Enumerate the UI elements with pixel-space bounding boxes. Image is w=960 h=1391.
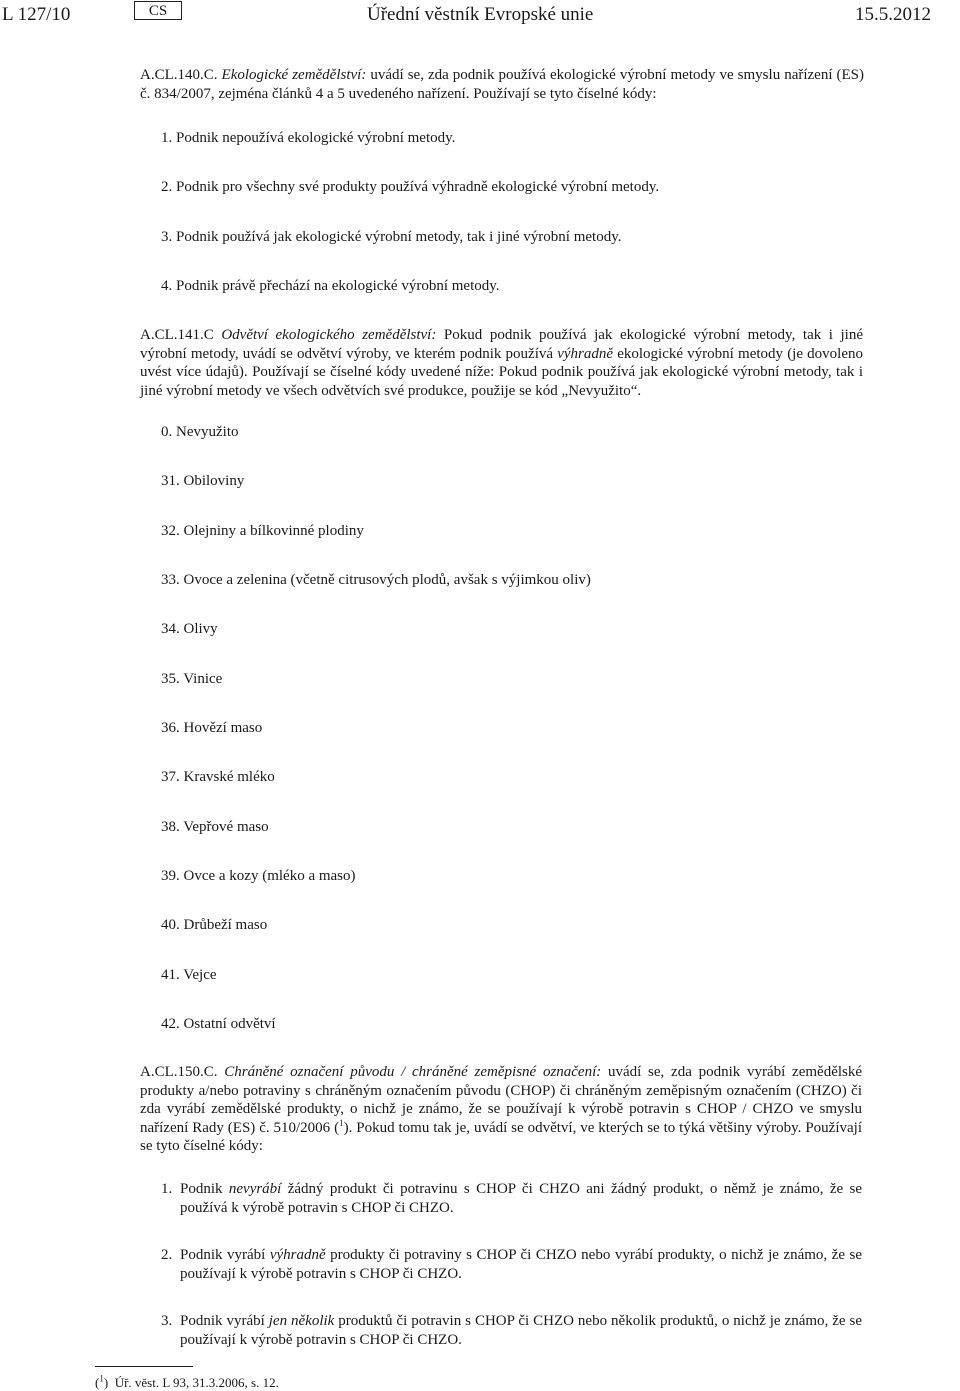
section-text: ekologické výrobní metody (je dovoleno uvést více údajů). Používají se číselné kódy uvedené níže: Pokud podnik používá jak ekologické výrobní metody, tak i jiné výrobní metody ve všech odvětvích své produkce, použije se kód „Nevyužito“.: [140, 345, 864, 399]
publication-date: 15.5.2012: [855, 4, 931, 25]
list-item-number: 3.: [161, 1313, 173, 1329]
section-text: uvádí se, zda podnik vyrábí zemědělské produkty a/nebo potraviny s chráněným označením původu (CHOP) či chráněným zeměpisným označením (CHZO) či zda vyrábí zemědělské produkty, o nichž je známo, že se používají k výrobě potravin s CHOP / CHZO ve smyslu nařízení Rady (ES) č. 510/2006 (: [140, 1064, 863, 1136]
list-item: 3. Podnik používá jak ekologické výrobní metody, tak i jiné výrobní metody.: [161, 229, 622, 245]
list-item: [180, 1246, 862, 1284]
list-item: 1. Podnik nepoužívá ekologické výrobní metody.: [161, 130, 456, 146]
language-badge: CS: [134, 1, 182, 20]
list-item: 33. Ovoce a zelenina (včetně citrusových plodů, avšak s výjimkou oliv): [161, 572, 591, 588]
page-header: [0, 0, 960, 30]
list-item: 32. Olejniny a bílkovinné plodiny: [161, 523, 364, 539]
section-cl141-paragraph: [140, 326, 863, 400]
emphasis: nevyrábí: [228, 1181, 282, 1197]
section-code: A.CL.150.C.: [140, 1064, 218, 1080]
section-title: Odvětví ekologického zemědělství:: [221, 327, 437, 343]
list-item-text: produktů či potravin s CHOP či CHZO nebo několik produktů, o nichž je známo, že se používají k výrobě potravin s CHOP či CHZO.: [180, 1313, 862, 1348]
list-item-text: produkty či potraviny s CHOP či CHZO nebo vyrábí produkty, o nichž je známo, že se používají k výrobě potravin s CHOP či CHZO.: [180, 1247, 862, 1282]
list-item: 2. Podnik pro všechny své produkty používá výhradně ekologické výrobní metody.: [161, 179, 660, 195]
section-text: Pokud podnik používá jak ekologické výrobní metody, tak i jiné výrobní metody, uvádí se odvětví výroby, ve kterém podnik používá: [140, 327, 864, 362]
section-title: Ekologické zemědělství:: [221, 67, 367, 83]
emphasis: výhradně: [269, 1247, 326, 1263]
section-code: A.CL.141.C: [140, 327, 214, 343]
list-item-number: 2.: [161, 1247, 173, 1263]
list-item: 35. Vinice: [161, 671, 223, 687]
list-item-text: žádný produkt či potravinu s CHOP či CHZO ani žádný produkt, o němž je známo, že se používá k výrobě potravin s CHOP či CHZO.: [180, 1181, 862, 1216]
list-item: 42. Ostatní odvětví: [161, 1016, 276, 1032]
list-item: 31. Obiloviny: [161, 473, 245, 489]
footnote-text: Úř. věst. L 93, 31.3.2006, s. 12.: [114, 1375, 279, 1390]
list-item: 40. Drůbeží maso: [161, 917, 268, 933]
list-item-text: Podnik vyrábí: [180, 1313, 269, 1329]
list-item: 38. Vepřové maso: [161, 819, 269, 835]
list-item-text: Podnik vyrábí: [180, 1247, 270, 1263]
list-item: 37. Kravské mléko: [161, 769, 275, 785]
list-item: [180, 1180, 862, 1218]
journal-title: Úřední věstník Evropské unie: [367, 4, 594, 25]
list-item-text: Podnik: [180, 1181, 229, 1197]
emphasis: výhradně: [557, 345, 614, 362]
list-item: 4. Podnik právě přechází na ekologické výrobní metody.: [161, 278, 500, 294]
section-text: uvádí se, zda podnik používá ekologické výrobní metody ve smyslu nařízení (ES) č. 834/2007, zejména článků 4 a 5 uvedeného nařízení. Používají se tyto číselné kódy:: [140, 67, 865, 102]
list-item: 36. Hovězí maso: [161, 720, 263, 736]
footnote-divider: [95, 1366, 193, 1367]
footnote: ($^1$) Úř. věst. L 93, 31.3.2006, s. 12.: [95, 1373, 279, 1390]
list-item: 39. Ovce a kozy (mléko a maso): [161, 868, 356, 884]
list-item: 34. Olivy: [161, 621, 218, 637]
section-text: ). Pokud tomu tak je, uvádí se odvětví, ve kterých se to týká většiny výroby. Používají se tyto číselné kódy:: [140, 1119, 862, 1154]
list-item-number: 1.: [161, 1181, 173, 1197]
footnote-reference: 1: [339, 1117, 344, 1128]
list-item: 0. Nevyužito: [161, 424, 239, 440]
section-cl140-paragraph: [140, 66, 864, 103]
page-reference: L 127/10: [2, 4, 71, 25]
section-cl150-paragraph: [140, 1063, 862, 1156]
list-item: 41. Vejce: [161, 967, 217, 983]
section-title: Chráněné označení původu / chráněné zeměpisné označení:: [224, 1064, 602, 1080]
list-item: [180, 1312, 862, 1350]
footnote-marker: 1: [99, 1373, 104, 1384]
emphasis: jen několik: [268, 1313, 335, 1329]
section-code: A.CL.140.C.: [140, 67, 218, 83]
